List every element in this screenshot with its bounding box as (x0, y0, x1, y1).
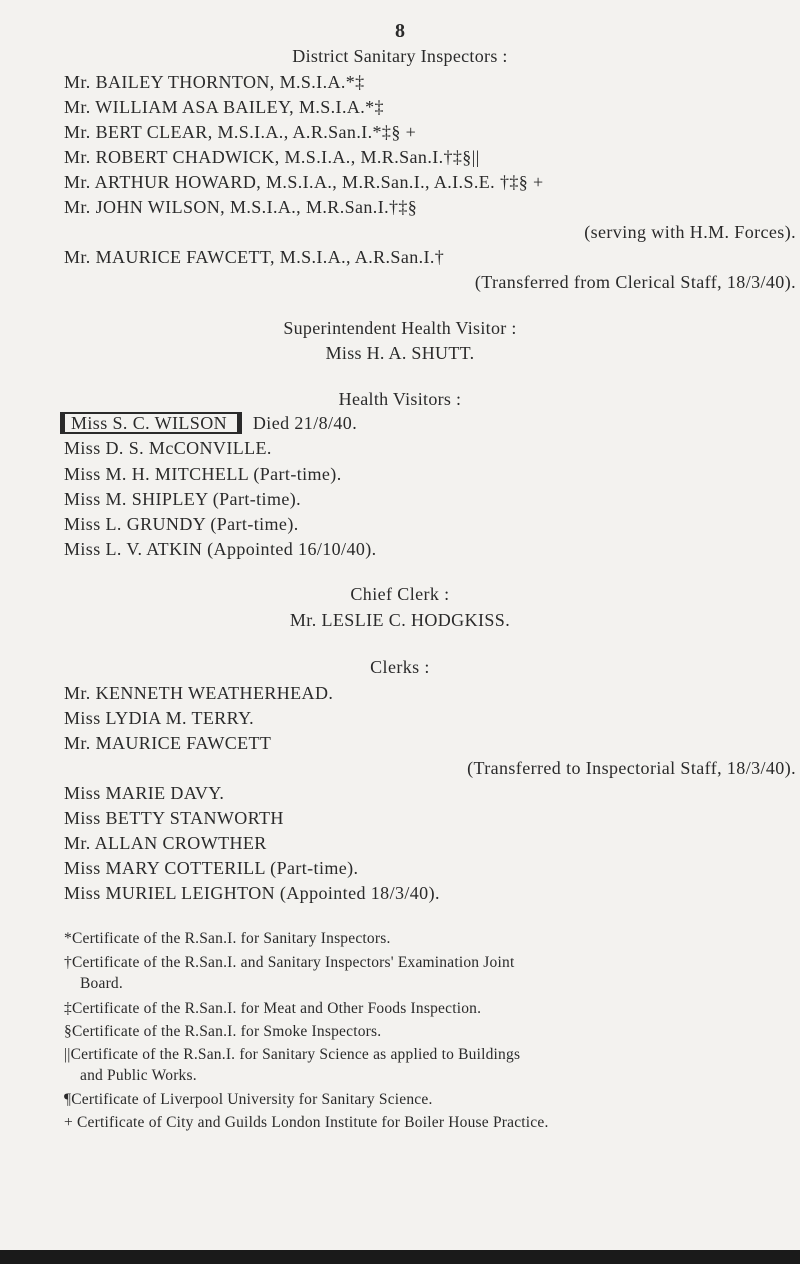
footnote: ‡Certificate of the R.San.I. for Meat and Other Foods Inspection. (64, 1000, 482, 1017)
death-note: Died 21/8/40. (252, 413, 358, 433)
footnote: *Certificate of the R.San.I. for Sanitary Inspectors. (64, 930, 391, 947)
chief-clerk-heading: Chief Clerk : (350, 584, 450, 604)
clerk-line: Mr. ALLAN CROWTHER (64, 833, 267, 853)
clerk-line: Miss MURIEL LEIGHTON (Appointed 18/3/40). (64, 883, 440, 903)
footnote-text: †Certificate of the R.San.I. and Sanitary Inspectors' Examination Joint (64, 954, 515, 971)
inspector-line: Mr. MAURICE FAWCETT, M.S.I.A., A.R.San.I.† (64, 247, 445, 267)
footnote (64, 1044, 794, 1086)
chief-clerk-name: Mr. LESLIE C. HODGKISS. (289, 610, 511, 630)
inspector-line: Mr. JOHN WILSON, M.S.I.A., M.R.San.I.†‡§ (64, 197, 418, 217)
district-inspectors-heading: District Sanitary Inspectors : (292, 46, 508, 66)
footnote: ¶Certificate of Liverpool University for Sanitary Science. (64, 1091, 433, 1108)
clerk-line: Miss BETTY STANWORTH (64, 808, 284, 828)
health-visitor-line: Miss L. GRUNDY (Part-time). (64, 514, 299, 534)
footnote-continuation: Board. (80, 975, 123, 992)
health-visitor-line: Miss M. SHIPLEY (Part-time). (64, 489, 302, 509)
inspector-note: (serving with H.M. Forces). (584, 222, 796, 242)
clerk-line: Miss MARY COTTERILL (Part-time). (64, 858, 359, 878)
inspector-line: Mr. BAILEY THORNTON, M.S.I.A.*‡ (64, 72, 365, 92)
clerk-line: Mr. MAURICE FAWCETT (64, 733, 272, 753)
footnote-text: ||Certificate of the R.San.I. for Sanitary Science as applied to Buildings (64, 1046, 521, 1063)
inspector-line: Mr. BERT CLEAR, M.S.I.A., A.R.San.I.*‡§ + (64, 122, 417, 142)
scan-edge-bar (0, 1250, 800, 1264)
footnote-continuation: and Public Works. (80, 1067, 197, 1084)
inspector-note: (Transferred from Clerical Staff, 18/3/40). (474, 272, 796, 292)
clerk-line: Miss LYDIA M. TERRY. (64, 708, 255, 728)
footnote: + Certificate of City and Guilds London Institute for Boiler House Practice. (64, 1114, 549, 1131)
inspector-line: Mr. ARTHUR HOWARD, M.S.I.A., M.R.San.I., A.I.S.E. †‡§ + (64, 172, 544, 192)
footnote (64, 952, 794, 994)
footnote: §Certificate of the R.San.I. for Smoke Inspectors. (64, 1023, 382, 1040)
health-visitor-deceased (60, 412, 357, 434)
superintendent-heading: Superintendent Health Visitor : (283, 318, 517, 338)
health-visitor-line: Miss D. S. McCONVILLE. (64, 438, 272, 458)
superintendent-name: Miss H. A. SHUTT. (325, 343, 475, 363)
inspector-line: Mr. WILLIAM ASA BAILEY, M.S.I.A.*‡ (64, 97, 384, 117)
clerk-line: Miss MARIE DAVY. (64, 783, 225, 803)
clerk-line: Mr. KENNETH WEATHERHEAD. (64, 683, 334, 703)
boxed-name: Miss S. C. WILSON (60, 412, 242, 434)
clerks-heading: Clerks : (370, 657, 430, 677)
clerk-note: (Transferred to Inspectorial Staff, 18/3/40). (467, 758, 796, 778)
page-number: 8 (395, 20, 405, 42)
health-visitors-heading: Health Visitors : (338, 389, 462, 409)
health-visitor-line: Miss L. V. ATKIN (Appointed 16/10/40). (64, 539, 377, 559)
inspector-line: Mr. ROBERT CHADWICK, M.S.I.A., M.R.San.I.†‡§|| (64, 147, 480, 167)
health-visitor-line: Miss M. H. MITCHELL (Part-time). (64, 464, 342, 484)
